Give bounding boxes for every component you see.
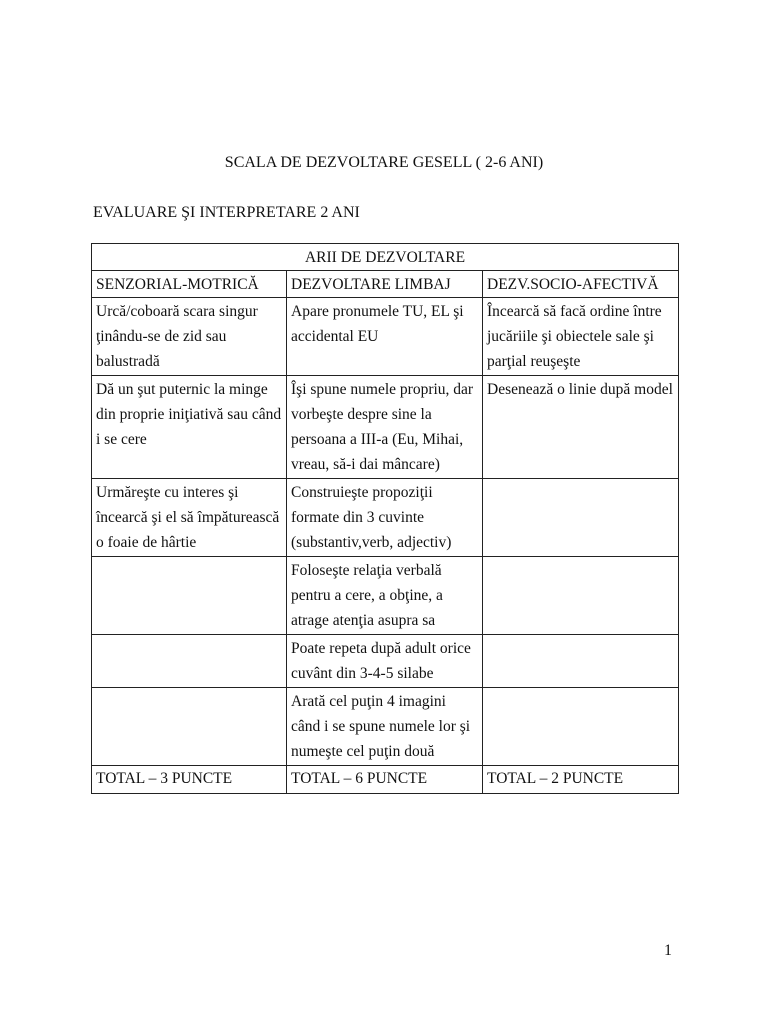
- table-cell: [483, 688, 679, 766]
- table-cell: [92, 688, 287, 766]
- page-number: 1: [664, 942, 672, 959]
- development-scale-table: [91, 243, 679, 794]
- table-row: [92, 376, 679, 479]
- table-cell: [483, 557, 679, 635]
- document-subtitle: EVALUARE ŞI INTERPRETARE 2 ANI: [93, 204, 360, 221]
- table-cell: Îşi spune numele propriu, dar vorbeşte despre sine la persoana a III-a (Eu, Mihai, vreau, să-i dai mâncare): [287, 376, 483, 479]
- table-cell: Poate repeta după adult orice cuvânt din 3-4-5 silabe: [287, 635, 483, 688]
- table-row: [92, 688, 679, 766]
- column-header-senzorial-motrica: SENZORIAL-MOTRICĂ: [92, 271, 287, 298]
- table-cell: Dă un şut puternic la minge din proprie iniţiativă sau când i se cere: [92, 376, 287, 479]
- total-senzorial-motrica: TOTAL – 3 PUNCTE: [92, 766, 287, 794]
- table-row: [92, 298, 679, 376]
- totals-row: [92, 766, 679, 794]
- table-cell: Urmăreşte cu interes şi încearcă şi el să împăturească o foaie de hârtie: [92, 479, 287, 557]
- table-group-header: ARII DE DEZVOLTARE: [92, 244, 679, 271]
- column-header-dezvoltare-limbaj: DEZVOLTARE LIMBAJ: [287, 271, 483, 298]
- total-dezvoltare-limbaj: TOTAL – 6 PUNCTE: [287, 766, 483, 794]
- table-cell: [92, 635, 287, 688]
- table-cell: [92, 557, 287, 635]
- table-cell: Arată cel puţin 4 imagini când i se spune numele lor şi numeşte cel puţin două: [287, 688, 483, 766]
- table-row: [92, 557, 679, 635]
- table-cell: Urcă/coboară scara singur ţinându-se de zid sau balustradă: [92, 298, 287, 376]
- column-header-socio-afectiva: DEZV.SOCIO-AFECTIVĂ: [483, 271, 679, 298]
- total-socio-afectiva: TOTAL – 2 PUNCTE: [483, 766, 679, 794]
- document-title: SCALA DE DEZVOLTARE GESELL ( 2-6 ANI): [224, 154, 544, 171]
- table-cell: Încearcă să facă ordine între jucăriile şi obiectele sale şi parţial reuşeşte: [483, 298, 679, 376]
- table-cell: Apare pronumele TU, EL şi accidental EU: [287, 298, 483, 376]
- table-cell: Construieşte propoziţii formate din 3 cuvinte (substantiv,verb, adjectiv): [287, 479, 483, 557]
- table-cell: [483, 635, 679, 688]
- table-cell: Desenează o linie după model: [483, 376, 679, 479]
- table-row: [92, 479, 679, 557]
- table-row: [92, 635, 679, 688]
- table-cell: Foloseşte relaţia verbală pentru a cere, a obţine, a atrage atenţia asupra sa: [287, 557, 483, 635]
- table-cell: [483, 479, 679, 557]
